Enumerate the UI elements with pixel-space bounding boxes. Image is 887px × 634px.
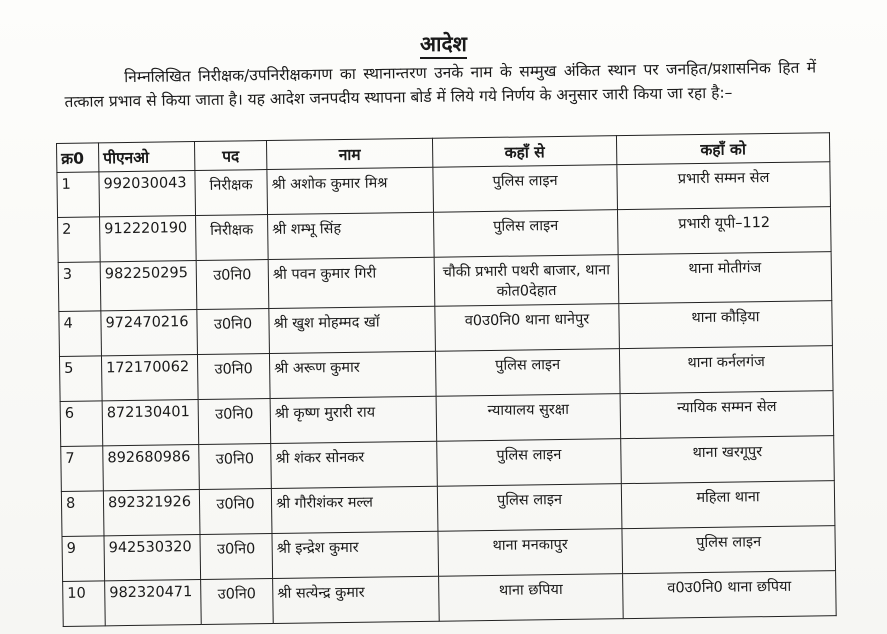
cell-rank: उ0नि0	[199, 489, 272, 535]
table-row	[63, 571, 837, 627]
cell-pno: 892680986	[103, 445, 200, 491]
header-rank: पद	[194, 141, 266, 171]
cell-name: श्री अरूण कुमार	[269, 351, 436, 398]
cell-sn: 1	[57, 172, 100, 218]
cell-pno: 912220190	[100, 216, 197, 262]
cell-pno: 172170062	[101, 355, 198, 401]
cell-to: थाना कौड़िया	[619, 301, 833, 349]
cell-to: न्यायिक सम्मन सेल	[620, 391, 834, 439]
cell-sn: 2	[58, 217, 101, 263]
cell-from: व0उ0नि0 थाना धानेपुर	[435, 304, 620, 352]
header-to: कहाँ को	[616, 133, 829, 165]
cell-rank: उ0नि0	[199, 444, 272, 490]
cell-sn: 5	[59, 356, 102, 402]
cell-rank: निरीक्षक	[196, 215, 269, 261]
header-sn: क्र0	[57, 143, 99, 173]
cell-from: न्यायालय सुरक्षा	[436, 394, 621, 442]
cell-name: श्री खुश मोहम्मद खॉ	[269, 306, 436, 353]
cell-from: चौकी प्रभारी पथरी बाजार, थाना कोत0देहात	[434, 255, 619, 307]
cell-rank: निरीक्षक	[195, 170, 268, 216]
cell-pno: 992030043	[99, 171, 196, 217]
cell-rank: उ0नि0	[197, 354, 270, 400]
cell-rank: उ0नि0	[200, 534, 273, 580]
cell-rank: उ0नि0	[201, 579, 274, 625]
cell-to: व0उ0नि0 थाना छपिया	[623, 571, 837, 619]
cell-name: श्री सत्येन्द्र कुमार	[273, 576, 440, 623]
cell-sn: 4	[59, 311, 102, 357]
cell-from: थाना छपिया	[439, 574, 624, 622]
cell-sn: 10	[63, 581, 106, 627]
cell-sn: 6	[60, 401, 103, 447]
cell-from: थाना मनकापुर	[438, 529, 623, 577]
transfer-table	[56, 132, 837, 627]
cell-sn: 7	[61, 446, 104, 492]
cell-name: श्री शंकर सोनकर	[271, 441, 438, 488]
cell-pno: 982250295	[100, 261, 197, 311]
cell-pno: 972470216	[101, 310, 198, 356]
title-text: आदेश	[420, 32, 467, 59]
cell-to: थाना खरगूपुर	[621, 436, 835, 484]
cell-from: पुलिस लाइन	[433, 165, 618, 213]
cell-name: श्री अशोक कुमार मिश्र	[267, 167, 434, 214]
cell-sn: 3	[58, 262, 101, 312]
header-name: नाम	[266, 138, 432, 169]
cell-name: श्री कृष्ण मुरारी राय	[270, 396, 437, 443]
intro-text: निम्नलिखित निरीक्षक/उपनिरीक्षकगण का स्थानान्तरण उनके नाम के सम्मुख अंकित स्थान पर जनहित/प्रशासनिक हित में तत्काल प्रभाव से किया जाता है। यह आदेश जनपदीय स्थापना बोर्ड में लिये गये निर्णय के अनुसार जारी किया जा रहा है:–	[64, 58, 817, 111]
intro-paragraph	[64, 56, 817, 114]
cell-name: श्री गौरीशंकर मल्ल	[271, 486, 438, 533]
header-from: कहाँ से	[432, 136, 616, 168]
cell-sn: 8	[61, 491, 104, 537]
cell-rank: उ0नि0	[196, 260, 269, 310]
cell-name: श्री पवन कुमार गिरी	[268, 257, 435, 308]
cell-to: थाना कर्नलगंज	[619, 346, 833, 394]
document-title	[0, 30, 887, 58]
cell-to: प्रभारी सम्मन सेल	[617, 162, 831, 210]
cell-sn: 9	[62, 536, 105, 582]
cell-pno: 872130401	[102, 400, 199, 446]
cell-name: श्री शम्भू सिंह	[268, 212, 435, 259]
cell-to: थाना मोतीगंज	[618, 252, 832, 304]
cell-from: पुलिस लाइन	[435, 349, 620, 397]
cell-rank: उ0नि0	[198, 399, 271, 445]
cell-pno: 942530320	[104, 535, 201, 581]
cell-from: पुलिस लाइन	[434, 210, 619, 258]
header-pno: पीएनओ	[99, 142, 195, 172]
cell-to: प्रभारी यूपी–112	[617, 207, 831, 255]
cell-name: श्री इन्द्रेश कुमार	[272, 531, 439, 578]
cell-pno: 982320471	[105, 580, 202, 626]
cell-pno: 892321926	[103, 490, 200, 536]
cell-rank: उ0नि0	[197, 309, 270, 355]
cell-from: पुलिस लाइन	[437, 439, 622, 487]
cell-from: पुलिस लाइन	[437, 484, 622, 532]
cell-to: पुलिस लाइन	[622, 526, 836, 574]
cell-to: महिला थाना	[621, 481, 835, 529]
